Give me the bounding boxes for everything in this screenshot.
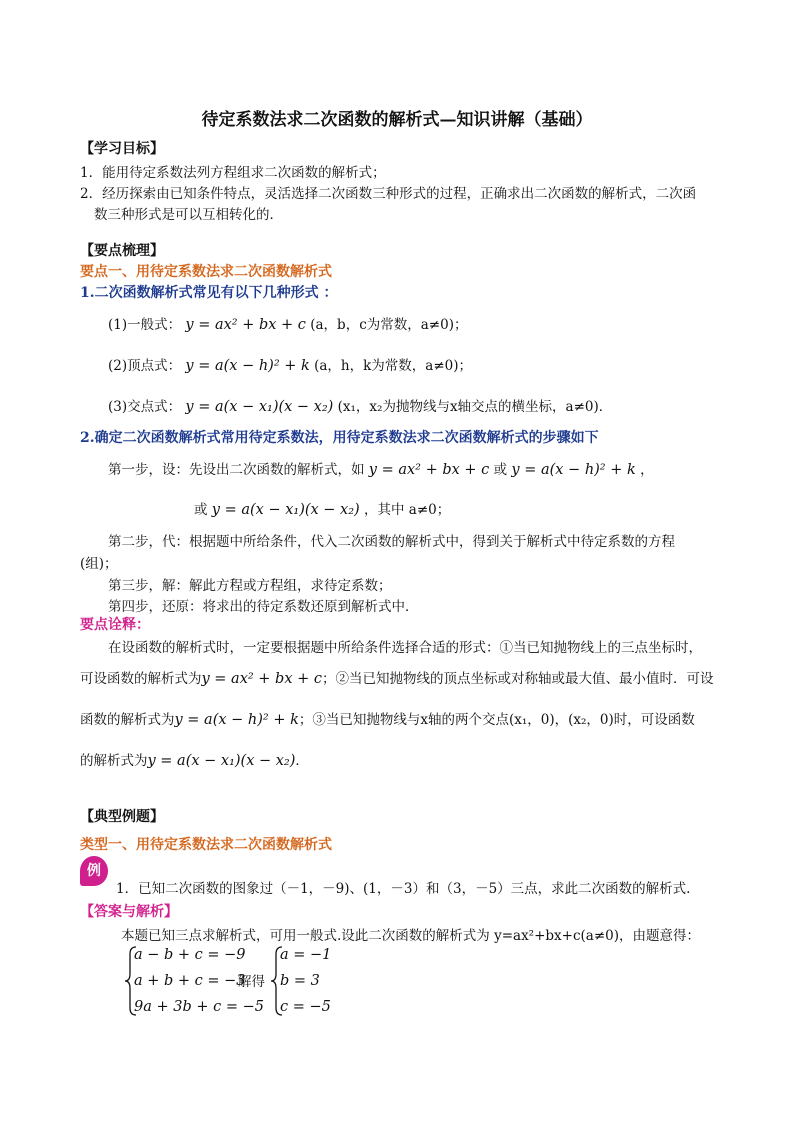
step-1-cont [194, 498, 450, 518]
note-line-2-a: 可设函数的解析式为 [80, 671, 202, 687]
form-intercept [108, 395, 612, 415]
step-1-cont-expr: y = a(x − x₁)(x − x₂) [211, 502, 360, 518]
note-line-2-expr: y = ax² + bx + c [201, 671, 323, 687]
answer-line-1: 本题已知三点求解析式，可用一般式.设此二次函数的解析式为 y=ax²+bx+c(a≠0)，由题意得： [121, 928, 701, 944]
example-badge-icon: 例 [80, 856, 108, 886]
system-left-eq-2: a + b + c = −3 [134, 973, 246, 989]
goal-item-1: 1．能用待定系数法列方程组求二次函数的解析式； [80, 165, 386, 181]
note-line-4-b: ． [295, 753, 309, 769]
step-1-cont-or: 或 [194, 502, 208, 518]
note-line-4-a: 的解析式为 [80, 753, 148, 769]
step-1-comma: ， [640, 462, 654, 478]
form-general [108, 313, 467, 333]
examples-heading: 【典型例题】 [80, 809, 164, 825]
form-vertex-expr: y = a(x − h)² + k [185, 358, 310, 374]
note-line-3-b: ；③当已知抛物线与x轴的两个交点(x₁，0)，(x₂，0)时，可设函数 [298, 712, 695, 728]
points-subheading-1: 要点一、用待定系数法求二次函数解析式 [80, 264, 332, 280]
note-heading: 要点诠释： [80, 617, 150, 633]
step-2: 第二步，代：根据题中所给条件，代入二次函数的解析式中，得到关于解析式中待定系数的方程 [108, 534, 675, 550]
note-line-2 [80, 667, 714, 687]
note-line-4 [80, 749, 309, 769]
step-1 [108, 458, 654, 478]
goals-heading: 【学习目标】 [80, 141, 164, 157]
form-vertex-label: (2)顶点式： [108, 358, 182, 374]
form-intercept-expr: y = a(x − x₁)(x − x₂) [185, 399, 334, 415]
step-3: 第三步，解：解此方程或方程组，求待定系数； [108, 578, 392, 594]
system-right-eq-3: c = −5 [280, 999, 331, 1015]
note-line-2-b: ；②当已知抛物线的顶点坐标或对称轴或最大值、最小值时．可设 [322, 671, 714, 687]
system-left-eq-1: a − b + c = −9 [134, 947, 246, 963]
points-item-1: 1.二次函数解析式常见有以下几种形式 ： [80, 285, 338, 301]
step-1-text: 第一步，设：先设出二次函数的解析式，如 [108, 462, 365, 478]
form-vertex-note: (a，h，k为常数，a≠0)； [314, 358, 473, 374]
system-right-eq-2: b = 3 [280, 973, 320, 989]
system-left-eq-3: 9a + 3b + c = −5 [134, 999, 264, 1015]
step-1-or: 或 [493, 462, 508, 478]
answer-heading: 【答案与解析】 [80, 904, 178, 920]
system-right-eq-1: a = −1 [280, 947, 332, 963]
form-intercept-label: (3)交点式： [108, 399, 182, 415]
solve-word: 解得 [238, 974, 265, 990]
step-1-expr-1: y = ax² + bx + c [368, 462, 490, 478]
example-question-1: 1．已知二次函数的图象过（－1，－9)、(1，－3）和（3，－5）三点，求此二次函数的解析式. [116, 881, 691, 897]
note-line-1: 在设函数的解析式时，一定要根据题中所给条件选择合适的形式：①当已知抛物线上的三点坐标时， [108, 640, 702, 656]
examples-type-1: 类型一、用待定系数法求二次函数解析式 [80, 837, 332, 853]
form-general-label: (1)一般式： [108, 317, 182, 333]
step-4: 第四步，还原：将求出的待定系数还原到解析式中． [108, 599, 419, 615]
goal-item-2: 2．经历探索由已知条件特点，灵活选择二次函数三种形式的过程，正确求出二次函数的解析式，二次函 [80, 186, 697, 202]
step-1-cont-tail: ，其中 a≠0； [364, 502, 451, 518]
form-intercept-note: (x₁，x₂为抛物线与x轴交点的横坐标，a≠0)． [337, 399, 613, 415]
points-heading: 【要点梳理】 [80, 243, 164, 259]
goal-item-2-cont: 数三种形式是可以互相转化的． [94, 207, 283, 223]
form-general-note: (a，b，c为常数，a≠0)； [310, 317, 468, 333]
page-title: 待定系数法求二次函数的解析式—知识讲解（基础） [201, 110, 593, 130]
note-line-3 [80, 708, 695, 728]
form-general-expr: y = ax² + bx + c [185, 317, 306, 333]
system-right [280, 942, 331, 1020]
step-2-cont: (组)； [80, 556, 118, 572]
step-1-expr-2: y = a(x − h)² + k [511, 462, 636, 478]
form-vertex [108, 354, 472, 374]
note-line-3-expr: y = a(x − h)² + k [174, 712, 299, 728]
points-item-2: 2.确定二次函数解析式常用待定系数法，用待定系数法求二次函数解析式的步骤如下 [80, 430, 599, 446]
note-line-4-expr: y = a(x − x₁)(x − x₂) [147, 753, 296, 769]
note-line-3-a: 函数的解析式为 [80, 712, 175, 728]
